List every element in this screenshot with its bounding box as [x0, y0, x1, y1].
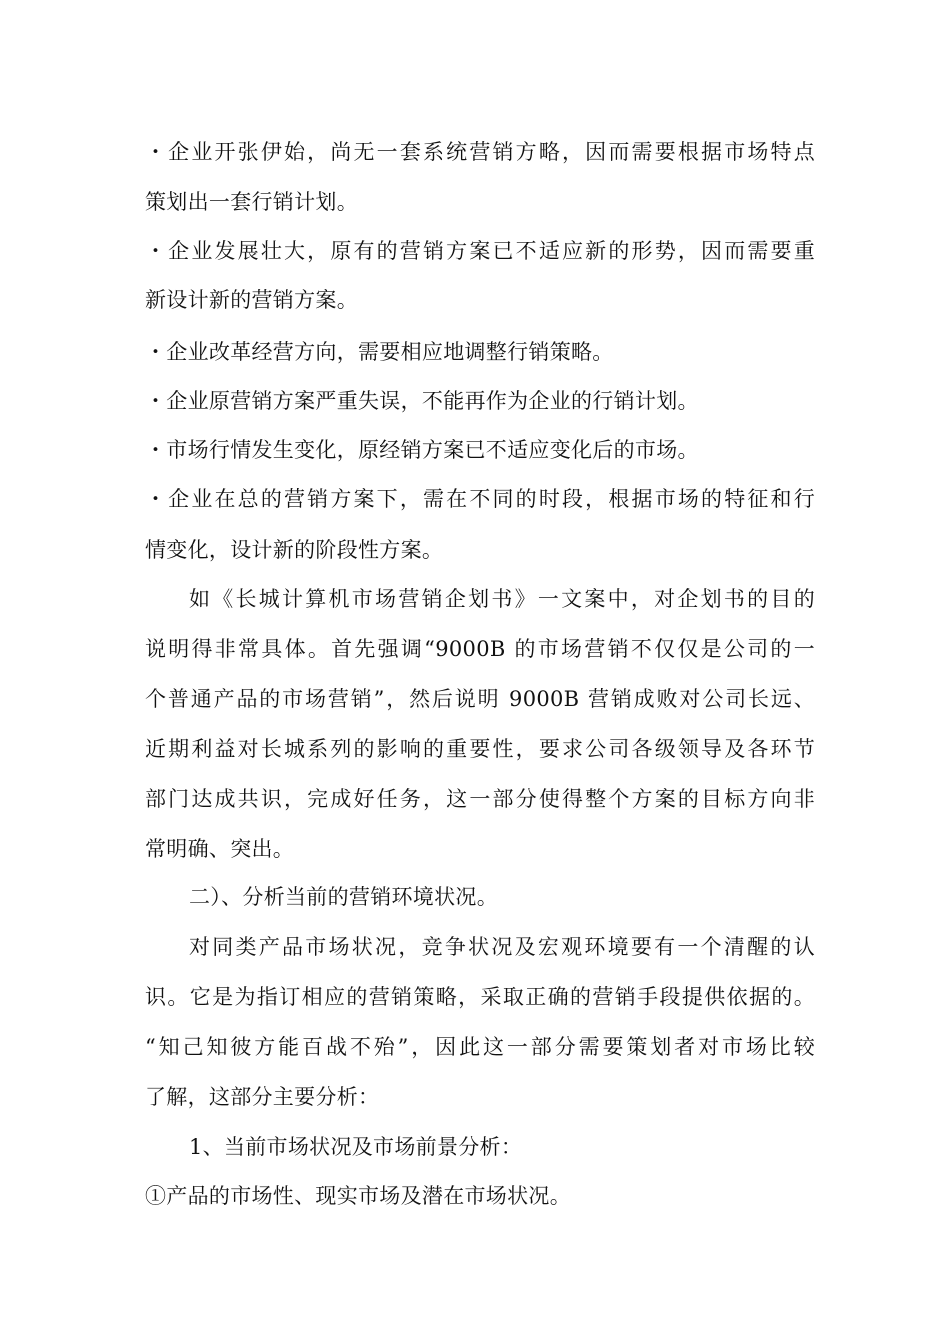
- text-line-18: 识。它是为指订相应的营销策略，采取正确的营销手段提供依据的。: [145, 985, 815, 1009]
- text-line-15: 常明确、突出。: [145, 837, 295, 861]
- text-line-11: 说明得非常具体。首先强调“9000B 的市场营销不仅仅是公司的一: [145, 637, 815, 661]
- text-line-9: 情变化，设计新的阶段性方案。: [145, 538, 444, 562]
- text-line-17: 对同类产品市场状况，竞争状况及宏观环境要有一个清醒的认: [189, 935, 815, 959]
- text-line-4: 新设计新的营销方案。: [145, 288, 358, 312]
- text-line-5: ・企业改革经营方向，需要相应地调整行销策略。: [145, 340, 614, 364]
- text-line-20: 了解，这部分主要分析：: [145, 1085, 380, 1109]
- text-line-14: 部门达成共识，完成好任务，这一部分使得整个方案的目标方向非: [145, 787, 815, 811]
- text-line-3: ・企业发展壮大，原有的营销方案已不适应新的形势，因而需要重: [145, 239, 815, 263]
- text-line-8: ・企业在总的营销方案下，需在不同的时段，根据市场的特征和行: [145, 487, 815, 511]
- subsection-heading: 1、当前市场状况及市场前景分析：: [189, 1135, 523, 1159]
- section-heading: 二）、分析当前的营销环境状况。: [189, 885, 498, 909]
- text-line-6: ・企业原营销方案严重失误，不能再作为企业的行销计划。: [145, 389, 699, 413]
- text-line-19: “知己知彼方能百战不殆”，因此这一部分需要策划者对市场比较: [145, 1035, 815, 1059]
- text-line-13: 近期利益对长城系列的影响的重要性，要求公司各级领导及各环节: [145, 737, 815, 761]
- text-line-2: 策划出一套行销计划。: [145, 190, 358, 214]
- text-line-22: ①产品的市场性、现实市场及潜在市场状况。: [145, 1184, 571, 1208]
- text-line-1: ・企业开张伊始，尚无一套系统营销方略，因而需要根据市场特点: [145, 140, 815, 164]
- text-line-12: 个普通产品的市场营销”，然后说明 9000B 营销成败对公司长远、: [145, 687, 815, 711]
- text-line-10: 如《长城计算机市场营销企划书》一文案中，对企划书的目的: [189, 587, 815, 611]
- text-line-7: ・市场行情发生变化，原经销方案已不适应变化后的市场。: [145, 438, 699, 462]
